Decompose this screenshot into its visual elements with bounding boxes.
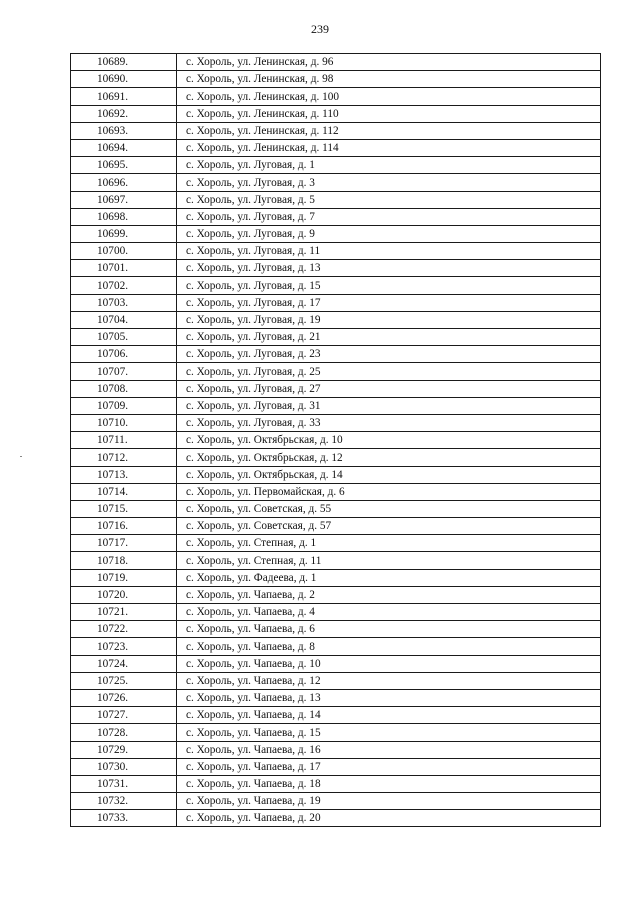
- row-number-cell: 10697.: [71, 191, 177, 208]
- row-number-cell: 10703.: [71, 294, 177, 311]
- address-cell: с. Хороль, ул. Луговая, д. 15: [177, 277, 601, 294]
- address-cell: с. Хороль, ул. Луговая, д. 27: [177, 380, 601, 397]
- row-number-cell: 10695.: [71, 157, 177, 174]
- row-number-cell: 10705.: [71, 329, 177, 346]
- row-number-cell: 10712.: [71, 449, 177, 466]
- table-row: [71, 535, 601, 552]
- table-row: [71, 604, 601, 621]
- table-row: [71, 466, 601, 483]
- address-cell: с. Хороль, ул. Луговая, д. 19: [177, 311, 601, 328]
- row-number-cell: 10716.: [71, 518, 177, 535]
- address-cell: с. Хороль, ул. Чапаева, д. 13: [177, 689, 601, 706]
- row-number-cell: 10728.: [71, 724, 177, 741]
- row-number-cell: 10711.: [71, 432, 177, 449]
- address-cell: с. Хороль, ул. Первомайская, д. 6: [177, 483, 601, 500]
- table-row: [71, 122, 601, 139]
- table-row: [71, 793, 601, 810]
- address-cell: с. Хороль, ул. Октябрьская, д. 10: [177, 432, 601, 449]
- table-row: [71, 225, 601, 242]
- row-number-cell: 10727.: [71, 707, 177, 724]
- address-cell: с. Хороль, ул. Луговая, д. 25: [177, 363, 601, 380]
- address-cell: с. Хороль, ул. Чапаева, д. 17: [177, 758, 601, 775]
- row-number-cell: 10714.: [71, 483, 177, 500]
- row-number-cell: 10719.: [71, 569, 177, 586]
- table-row: [71, 54, 601, 71]
- address-cell: с. Хороль, ул. Луговая, д. 17: [177, 294, 601, 311]
- table-row: [71, 397, 601, 414]
- row-number-cell: 10708.: [71, 380, 177, 397]
- address-cell: с. Хороль, ул. Чапаева, д. 15: [177, 724, 601, 741]
- address-cell: с. Хороль, ул. Чапаева, д. 8: [177, 638, 601, 655]
- table-row: [71, 346, 601, 363]
- address-cell: с. Хороль, ул. Ленинская, д. 114: [177, 139, 601, 156]
- address-cell: с. Хороль, ул. Октябрьская, д. 12: [177, 449, 601, 466]
- table-row: [71, 621, 601, 638]
- row-number-cell: 10721.: [71, 604, 177, 621]
- table-row: [71, 329, 601, 346]
- table-row: [71, 414, 601, 431]
- address-cell: с. Хороль, ул. Ленинская, д. 98: [177, 71, 601, 88]
- row-number-cell: 10706.: [71, 346, 177, 363]
- table-row: [71, 689, 601, 706]
- address-cell: с. Хороль, ул. Степная, д. 1: [177, 535, 601, 552]
- table-row: [71, 449, 601, 466]
- address-cell: с. Хороль, ул. Чапаева, д. 6: [177, 621, 601, 638]
- table-row: [71, 71, 601, 88]
- row-number-cell: 10707.: [71, 363, 177, 380]
- row-number-cell: 10689.: [71, 54, 177, 71]
- address-cell: с. Хороль, ул. Ленинская, д. 100: [177, 88, 601, 105]
- table-row: [71, 157, 601, 174]
- scan-speck: [20, 456, 22, 457]
- table-row: [71, 707, 601, 724]
- row-number-cell: 10732.: [71, 793, 177, 810]
- row-number-cell: 10692.: [71, 105, 177, 122]
- table-row: [71, 638, 601, 655]
- address-cell: с. Хороль, ул. Луговая, д. 31: [177, 397, 601, 414]
- address-cell: с. Хороль, ул. Луговая, д. 1: [177, 157, 601, 174]
- table-row: [71, 672, 601, 689]
- table-row: [71, 88, 601, 105]
- address-cell: с. Хороль, ул. Степная, д. 11: [177, 552, 601, 569]
- row-number-cell: 10710.: [71, 414, 177, 431]
- row-number-cell: 10729.: [71, 741, 177, 758]
- table-row: [71, 243, 601, 260]
- row-number-cell: 10704.: [71, 311, 177, 328]
- row-number-cell: 10694.: [71, 139, 177, 156]
- address-cell: с. Хороль, ул. Чапаева, д. 18: [177, 775, 601, 792]
- table-row: [71, 174, 601, 191]
- table-row: [71, 363, 601, 380]
- table-row: [71, 655, 601, 672]
- address-cell: с. Хороль, ул. Луговая, д. 3: [177, 174, 601, 191]
- address-cell: с. Хороль, ул. Луговая, д. 7: [177, 208, 601, 225]
- address-cell: с. Хороль, ул. Ленинская, д. 96: [177, 54, 601, 71]
- row-number-cell: 10690.: [71, 71, 177, 88]
- address-cell: с. Хороль, ул. Луговая, д. 33: [177, 414, 601, 431]
- table-row: [71, 191, 601, 208]
- table-row: [71, 500, 601, 517]
- table-row: [71, 208, 601, 225]
- row-number-cell: 10722.: [71, 621, 177, 638]
- row-number-cell: 10699.: [71, 225, 177, 242]
- table-row: [71, 810, 601, 827]
- table-row: [71, 432, 601, 449]
- address-cell: с. Хороль, ул. Чапаева, д. 2: [177, 586, 601, 603]
- table-row: [71, 105, 601, 122]
- row-number-cell: 10693.: [71, 122, 177, 139]
- address-cell: с. Хороль, ул. Чапаева, д. 20: [177, 810, 601, 827]
- table-row: [71, 277, 601, 294]
- table-row: [71, 741, 601, 758]
- table-row: [71, 139, 601, 156]
- address-cell: с. Хороль, ул. Чапаева, д. 14: [177, 707, 601, 724]
- row-number-cell: 10702.: [71, 277, 177, 294]
- address-cell: с. Хороль, ул. Ленинская, д. 110: [177, 105, 601, 122]
- table-row: [71, 311, 601, 328]
- row-number-cell: 10691.: [71, 88, 177, 105]
- row-number-cell: 10698.: [71, 208, 177, 225]
- row-number-cell: 10696.: [71, 174, 177, 191]
- address-table-body: [71, 54, 601, 827]
- row-number-cell: 10730.: [71, 758, 177, 775]
- address-cell: с. Хороль, ул. Ленинская, д. 112: [177, 122, 601, 139]
- row-number-cell: 10717.: [71, 535, 177, 552]
- table-row: [71, 775, 601, 792]
- address-cell: с. Хороль, ул. Луговая, д. 9: [177, 225, 601, 242]
- address-cell: с. Хороль, ул. Чапаева, д. 19: [177, 793, 601, 810]
- row-number-cell: 10731.: [71, 775, 177, 792]
- table-row: [71, 483, 601, 500]
- row-number-cell: 10725.: [71, 672, 177, 689]
- row-number-cell: 10713.: [71, 466, 177, 483]
- table-row: [71, 569, 601, 586]
- table-row: [71, 552, 601, 569]
- address-table: [70, 53, 601, 827]
- table-row: [71, 586, 601, 603]
- row-number-cell: 10726.: [71, 689, 177, 706]
- page-number: 239: [311, 22, 329, 36]
- row-number-cell: 10718.: [71, 552, 177, 569]
- table-row: [71, 294, 601, 311]
- table-row: [71, 380, 601, 397]
- address-cell: с. Хороль, ул. Октябрьская, д. 14: [177, 466, 601, 483]
- address-cell: с. Хороль, ул. Фадеева, д. 1: [177, 569, 601, 586]
- table-row: [71, 758, 601, 775]
- table-row: [71, 518, 601, 535]
- address-cell: с. Хороль, ул. Луговая, д. 11: [177, 243, 601, 260]
- row-number-cell: 10720.: [71, 586, 177, 603]
- row-number-cell: 10700.: [71, 243, 177, 260]
- address-cell: с. Хороль, ул. Чапаева, д. 10: [177, 655, 601, 672]
- row-number-cell: 10715.: [71, 500, 177, 517]
- address-cell: с. Хороль, ул. Луговая, д. 13: [177, 260, 601, 277]
- row-number-cell: 10723.: [71, 638, 177, 655]
- address-cell: с. Хороль, ул. Луговая, д. 21: [177, 329, 601, 346]
- address-cell: с. Хороль, ул. Советская, д. 57: [177, 518, 601, 535]
- row-number-cell: 10724.: [71, 655, 177, 672]
- table-row: [71, 724, 601, 741]
- address-cell: с. Хороль, ул. Луговая, д. 5: [177, 191, 601, 208]
- row-number-cell: 10701.: [71, 260, 177, 277]
- address-cell: с. Хороль, ул. Чапаева, д. 16: [177, 741, 601, 758]
- row-number-cell: 10709.: [71, 397, 177, 414]
- table-row: [71, 260, 601, 277]
- address-cell: с. Хороль, ул. Чапаева, д. 4: [177, 604, 601, 621]
- address-cell: с. Хороль, ул. Советская, д. 55: [177, 500, 601, 517]
- address-cell: с. Хороль, ул. Чапаева, д. 12: [177, 672, 601, 689]
- address-cell: с. Хороль, ул. Луговая, д. 23: [177, 346, 601, 363]
- row-number-cell: 10733.: [71, 810, 177, 827]
